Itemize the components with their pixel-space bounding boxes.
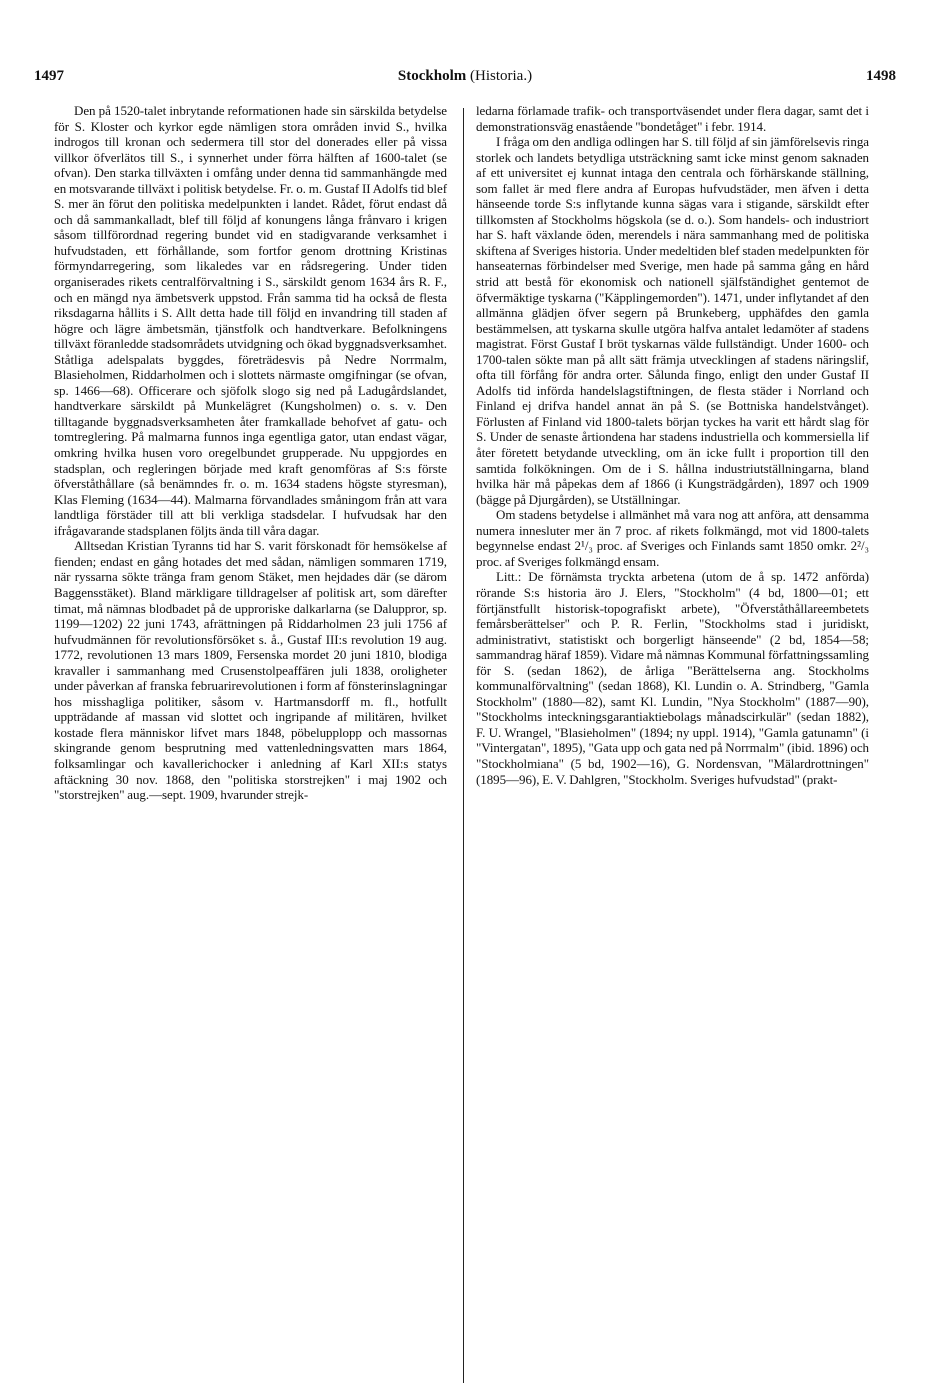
paragraph: Om stadens betydelse i allmänhet må vara nog att anföra, att densamma numera innesluter mer än 7 proc. af rikets folkmängd, mot vid 1800-talets begynnelse endast 2¹/₃ proc. af Sveriges och Finlands samt 1850 omkr. 2²/₃ proc. af Sveriges folkmängd ensam. xyxy=(476,507,869,569)
running-head-title: Stockholm xyxy=(397,68,467,84)
page-header xyxy=(34,68,896,88)
right-page-number: 1498 xyxy=(866,68,896,84)
paragraph: ledarna förlamade trafik- och transportväsendet under flera dagar, samt det i demonstrationsväg enastående "bondetåget" i febr. 1914. xyxy=(476,103,869,134)
left-column xyxy=(54,103,447,803)
paragraph: I fråga om den andliga odlingen har S. till följd af sin jämförelsevis ringa storlek och landets betydliga utsträckning samt icke minst genom saknaden af ett universitet ej kunnat intaga den centrala och förhärskande ställning, som fallet är med flere andra af Europas hufvudstäder, men äfven i detta hänseende torde S:s inflytande kunna sägas vara i stigande, särskildt efter tillkomsten af Stockholms högskola (se d. o.). Som handels- och industriort har S. haft växlande öden, merendels i nära sammanhang med de politiska skiftena af Sveriges historia. Under medeltiden blef staden medelpunkten för hanseaternas förbindelser med Sverige, men hade på samma gång en hård strid att bestå för ekonomisk och nationell själfständighet gentemot de öfvermäktige tyskarna ("Käpplingemorden"). 1471, under inflytandet af den allmänna glädjen öfver segern på Brunkeberg, upphäfdes den gamla bestämmelsen, att tyskarna skulle utgöra halfva antalet ledamöter af stadens magistrat. Först Gustaf I bröt tyskarnas välde fullständigt. Under 1600- och 1700-talen sökte man på allt sätt främja utvecklingen af stadens näringslif, ofta till förfång för andra orter. Sålunda fingo, enligt den under Gustaf II Adolfs tid införda handelslagstiftningen, de flesta städer i Norrland och Finland ej drifva handel annat än på S. (se Bottniska handelstvånget). Förlusten af Finland vid 1800-talets början tyckes ha varit ett hårdt slag för S. Under de senaste årtiondena har stadens industriella och kommersiella lif åter företett betydande utveckling, om än icke fullt i proportion till den samtida folkökningen. Om de i S. hållna industriutställningarna, bland hvilka här må påpekas dem af 1866 (i Kungsträdgården), 1897 och 1909 (bägge på Djurgården), se Utställningar. xyxy=(476,134,869,507)
paragraph: Den på 1520-talet inbrytande reformationen hade sin särskilda betydelse för S. Kloster och kyrkor egde nämligen stora områden invid S., hvilka indrogos till kronan och sedermera till stor del donerades eller på vissa villkor öfverlätos till S., i synnerhet under förra hälften af 1600-talet (se ofvan). Den starka tillväxten i omfång under denna tid sammanhängde med en motsvarande tillväxt i politisk betydelse. Fr. o. m. Gustaf II Adolfs tid blef S. mer än förut den politiska medelpunkten i landet. Rådet, förut endast då och då sammankalladt, blef till följd af konungens långa frånvaro i krigen såsom tillförordnad regering bundet vid en stadigvarande verksamhet i hufvudstaden, ett förhållande, som fortfor genom drottning Kristinas förmyndarregering, som likaledes var en rådsregering. Under tiden organiserades rikets centralförvaltning i S., särskildt genom 1634 års R. F., och en mängd nya ämbetsverk uppstod. Från samma tid ha också de flesta riksdagarna hållits i S. Allt detta hade till följd en invandring till staden af högre och lägre ämbetsmän, tjänstfolk och handtverkare. Befolkningens tillväxt föranledde stadsområdets utvidgning och ökad byggnadsverksamhet. Ståtliga adelspalats byggdes, företrädesvis på Nedre Norrmalm, Blasieholmen, Riddarholmen och i slottets närmaste omgifningar (se ofvan, sp. 1466—68). Officerare och sjöfolk slogo sig ned på Ladugårdslandet, handtverkare särskildt på Munkelägret (Kungsholmen) o. s. v. Den tilltagande byggnadsverksamheten åter framkallade behofvet af gatu- och tomtreglering. På malmarna funnos inga egentliga gator, utan endast vägar, omkring hvilka husen voro oregelbundet grupperade. Nu uppgjordes en stadsplan, och regleringen började med kraft genomföras af S:s förste öfverståthållare (så benämndes fr. o. m. 1634 stadens högste styresman), Klas Fleming (1634—44). Malmarna förvandlades småningom från att vara landtliga förstäder till att bli verkliga stadsdelar. I hufvudsak har den ifrågavarande stadsplanen följts ända till våra dagar. xyxy=(54,103,447,538)
left-page-number: 1497 xyxy=(34,68,64,84)
paragraph: Alltsedan Kristian Tyranns tid har S. varit förskonadt för hemsökelse af fienden; endast en gång hotades det med sådan, nämligen sommaren 1719, när ryssarna sökte tränga fram genom Stäket, men hejdades där (se därom Baggensstäket). Bland märkligare tilldragelser af politisk art, som därefter timat, må nämnas blodbadet på de upproriske dalkarlarna (se Daluppror, sp. 1199—1202) 22 juni 1743, afrättningen på Riddarholmen 23 juli 1756 af hufvudmännen för revolutionsförsöket s. å., Gustaf III:s revolution 19 aug. 1772, revolutionen 13 mars 1809, Fersenska mordet 20 juni 1810, blodiga kravaller i sammanhang med Crusenstolpeaffären juli 1838, oroligheter under påverkan af franska februarirevolutionen i form af fönsterinslagningar hos misshagliga politiker, såsom v. Hartmansdorff m. fl., hotfullt uppträdande af massan vid slottet och ingripande af militären, hvilket kostade flera människor lifvet mars 1848, pöbelupplopp och massornas skingrande genom besprutning med vattenledningsvatten mars 1864, folksamlingar och kavallerichocker i anledning af Karl XII:s statys aftäckning 30 nov. 1868, den "politiska storstrejken" i maj 1902 och "storstrejken" aug.—sept. 1909, hvarunder strejk- xyxy=(54,538,447,803)
paragraph: Litt.: De förnämsta tryckta arbetena (utom de å sp. 1472 anförda) rörande S:s historia äro J. Elers, "Stockholm" (4 bd, 1800—01; ett förtjänstfullt historisk-topografiskt arbete), "Öfverståthållareembetets femårsberättelser" och P. R. Ferlin, "Stockholms stad i juridiskt, administrativt, statistiskt och borgerligt hänseende" (2 bd, 1854—58; sammandrag häraf 1859). Vidare må nämnas Kommunal författningssamling för S. (sedan 1862), de årliga "Berättelserna ang. Stockholms kommunalförvaltning" (sedan 1868), Kl. Lundin o. A. Strindberg, "Gamla Stockholm" (1880—82), samt Kl. Lundin, "Nya Stockholm" (1887—90), "Stockholms inteckningsgarantiaktiebolags månadscirkulär" (sedan 1882), F. U. Wrangel, "Blasieholmen" (1894; ny uppl. 1914), "Gamla gatunamn" (i "Vintergatan", 1895), "Gata upp och gata ned på Norrmalm" (ibid. 1896) och "Stockholmiana" (5 bd, 1902—16), G. Nordensvan, "Mälardrottningen" (1895—96), E. V. Dahlgren, "Stockholm. Sveriges hufvudstad" (prakt- xyxy=(476,569,869,787)
column-divider xyxy=(463,108,464,1383)
running-head-subtitle: (Historia.) xyxy=(470,68,533,84)
running-head xyxy=(34,68,896,85)
right-column xyxy=(476,103,869,787)
